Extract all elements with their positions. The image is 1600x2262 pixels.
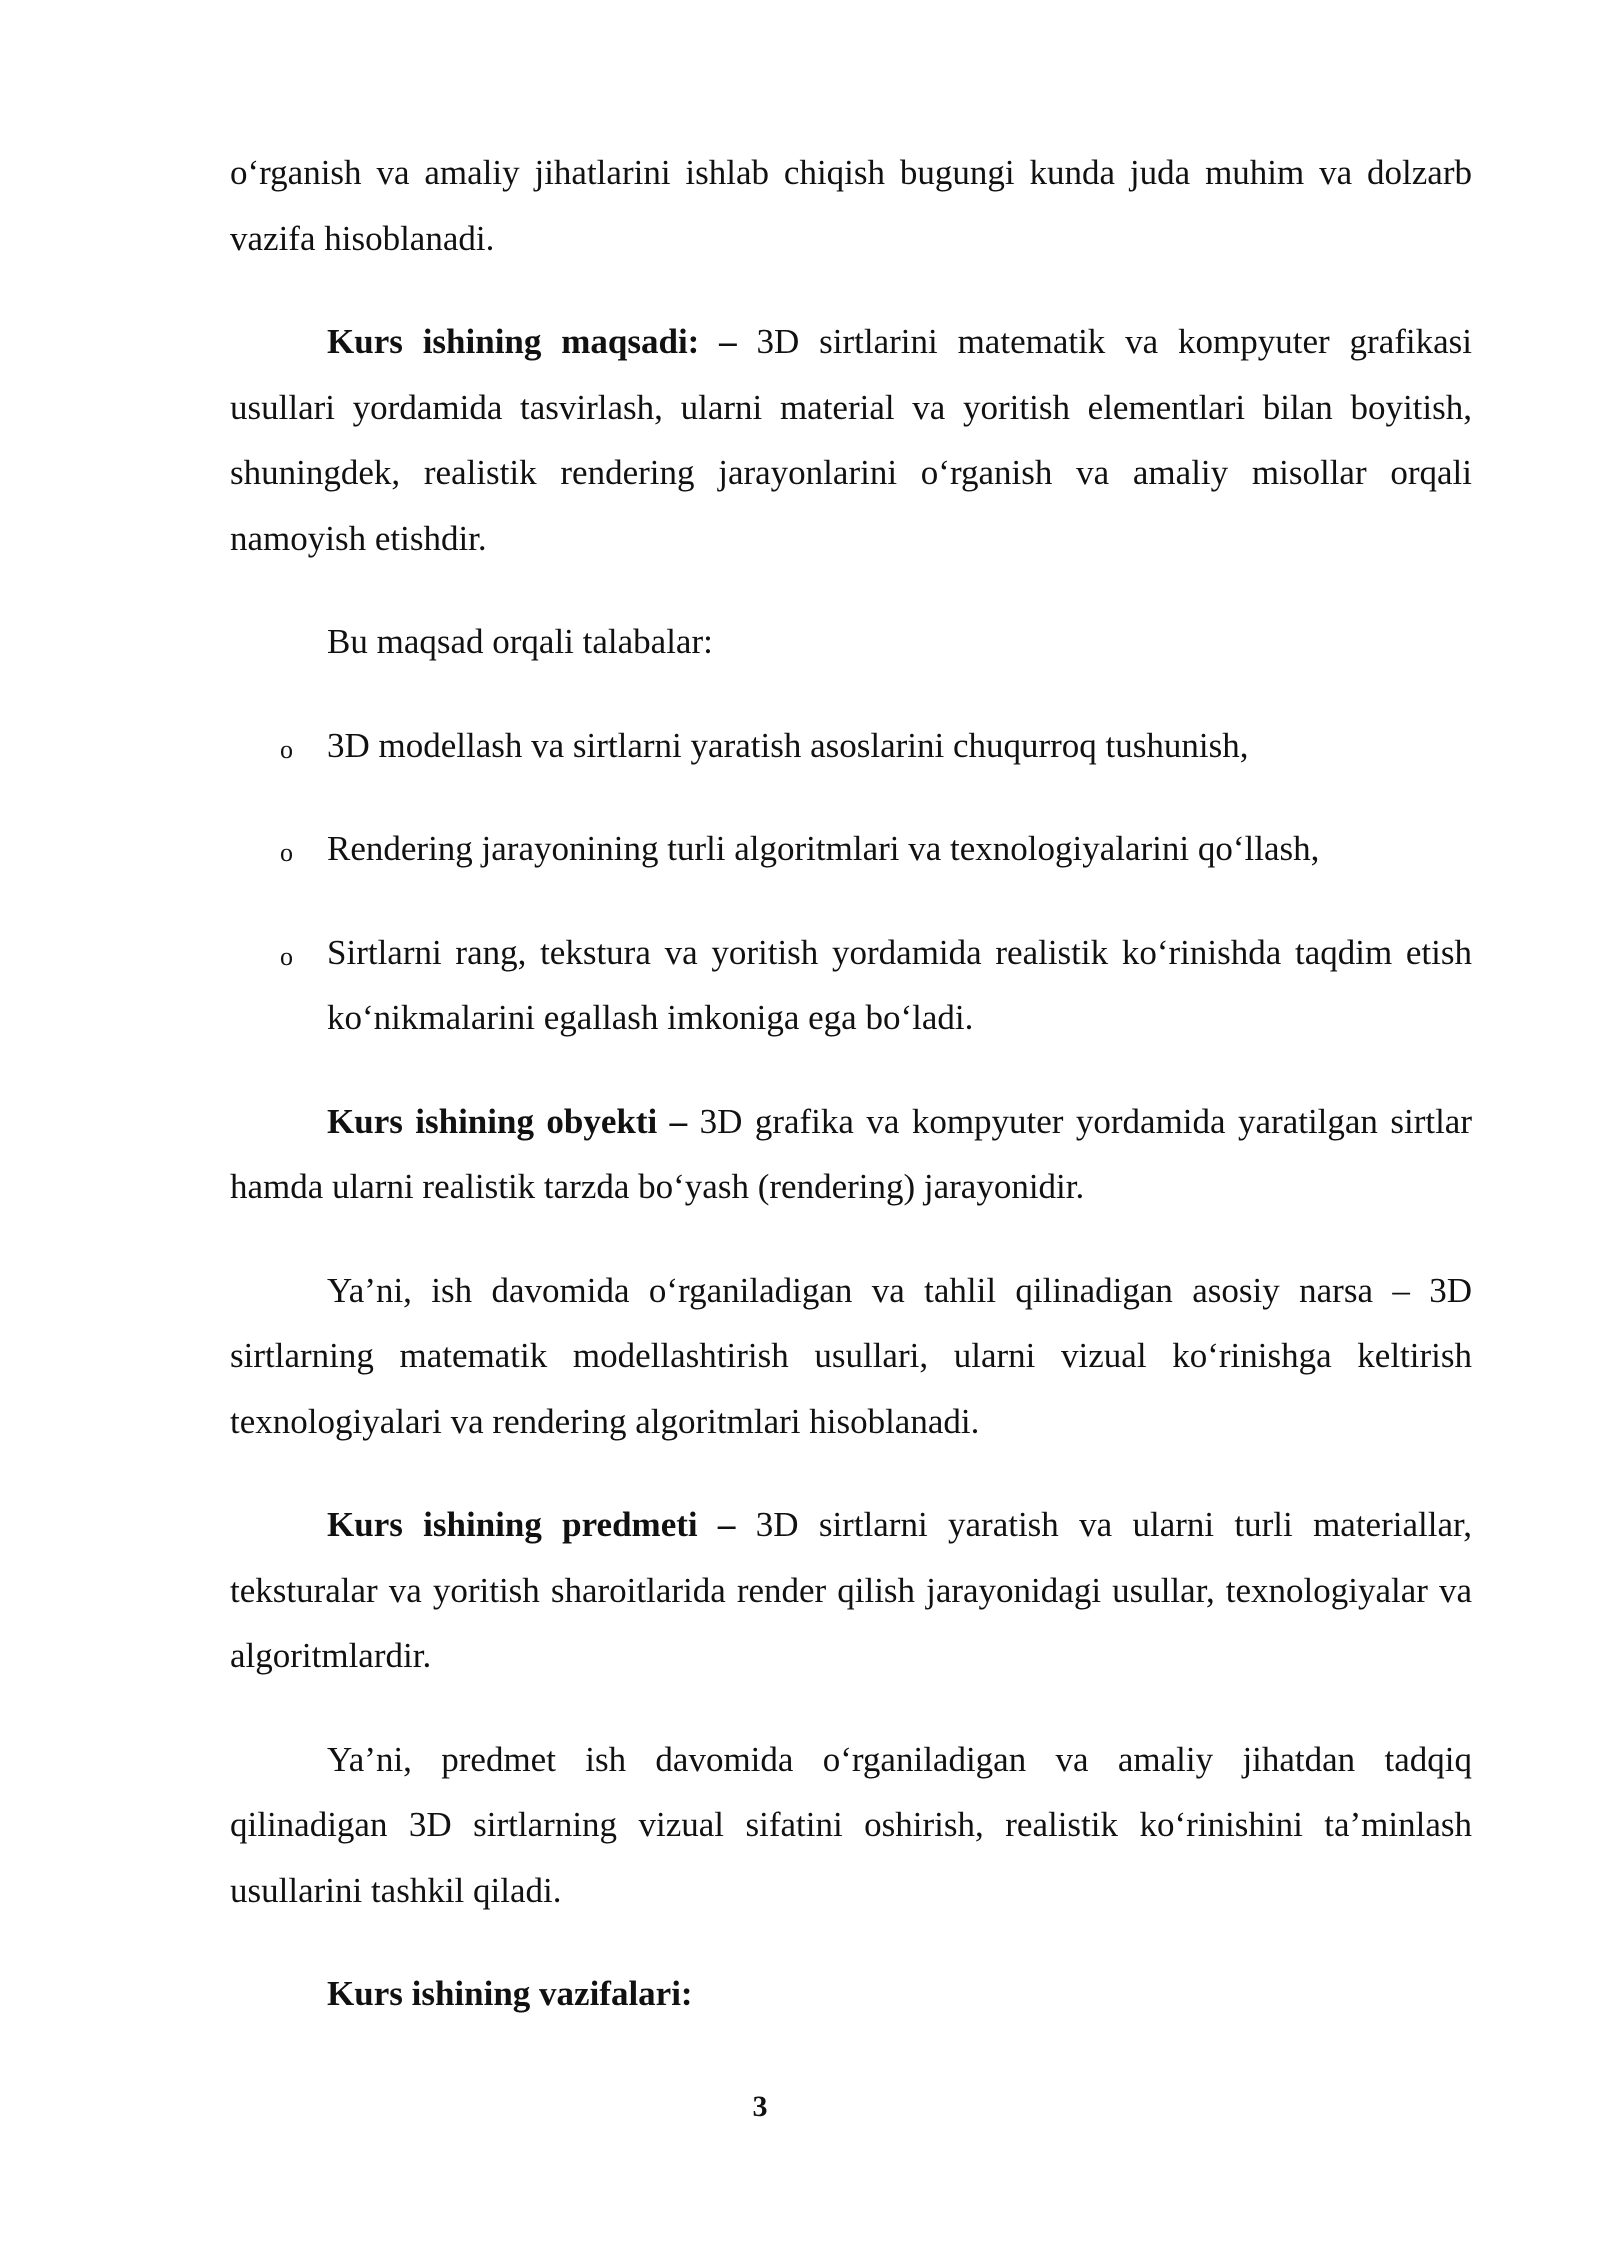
obyekt-paragraph bbox=[230, 1089, 1472, 1220]
bullet-marker-icon: o bbox=[280, 734, 293, 764]
page-number: 3 bbox=[752, 2090, 768, 2123]
predmet-text: 3D sirtlarni yaratish va ularni turli materiallar, teksturalar va yoritish sharoitlarida render qilish jarayonidagi usullar, texnologiyalar va algoritmlardir. bbox=[230, 1505, 1472, 1675]
obyekt-detail-paragraph: Ya’ni, ish davomida oʻrganiladigan va tahlil qilinadigan asosiy narsa – 3D sirtlarning matematik modellashtirish usullari, ularni vizual koʻrinishga keltirish texnologiyalari va rendering algoritmlari hisoblanadi. bbox=[230, 1270, 1472, 1441]
vazifalar-heading: Kurs ishining vazifalari: bbox=[327, 1974, 693, 2013]
talabalar-intro-paragraph: Bu maqsad orqali talabalar: bbox=[327, 622, 713, 661]
bullet-marker-icon: o bbox=[280, 941, 293, 971]
bullet-text: Rendering jarayonining turli algoritmlari va texnologiyalarini qoʻllash, bbox=[327, 829, 1320, 868]
predmet-label: Kurs ishining predmeti – bbox=[327, 1505, 736, 1544]
obyekt-label: Kurs ishining obyekti – bbox=[327, 1101, 688, 1141]
list-item bbox=[230, 816, 1472, 882]
obyekt-text: 3D grafika va kompyuter yordamida yaratilgan sirtlar hamda ularni realistik tarzda boʻyash (rendering) jarayonidir. bbox=[230, 1101, 1473, 1206]
maqsad-text: 3D sirtlarini matematik va kompyuter grafikasi usullari yordamida tasvirlash, ularni material va yoritish elementlari bilan boyitish, shuningdek, realistik rendering jarayonlarini oʻrganish va amaliy misollar orqali namoyish etishdir. bbox=[230, 322, 1472, 558]
bullet-text: 3D modellash va sirtlarni yaratish asoslarini chuqurroq tushunish, bbox=[327, 725, 1249, 765]
bullet-marker-icon: o bbox=[280, 838, 293, 867]
goals-bullet-list bbox=[230, 713, 1472, 1051]
bullet-text: Sirtlarni rang, tekstura va yoritish yordamida realistik koʻrinishda taqdim etish koʻnikmalarini egallash imkoniga ega boʻladi. bbox=[327, 932, 1472, 1037]
predmet-detail-paragraph: Ya’ni, predmet ish davomida oʻrganiladigan va amaliy jihatdan tadqiq qilinadigan 3D sirtlarning vizual sifatini oshirish, realistik koʻrinishini ta’minlash usullarini tashkil qiladi. bbox=[230, 1739, 1472, 1910]
predmet-paragraph bbox=[230, 1492, 1472, 1689]
list-item bbox=[230, 920, 1472, 1051]
maqsad-paragraph bbox=[230, 309, 1472, 571]
maqsad-label: Kurs ishining maqsadi: – bbox=[327, 322, 737, 361]
list-item bbox=[230, 713, 1472, 779]
intro-continuation-paragraph: oʻrganish va amaliy jihatlarini ishlab chiqish bugungi kunda juda muhim va dolzarb vazifa hisoblanadi. bbox=[230, 153, 1472, 258]
document-page bbox=[230, 140, 1472, 2027]
